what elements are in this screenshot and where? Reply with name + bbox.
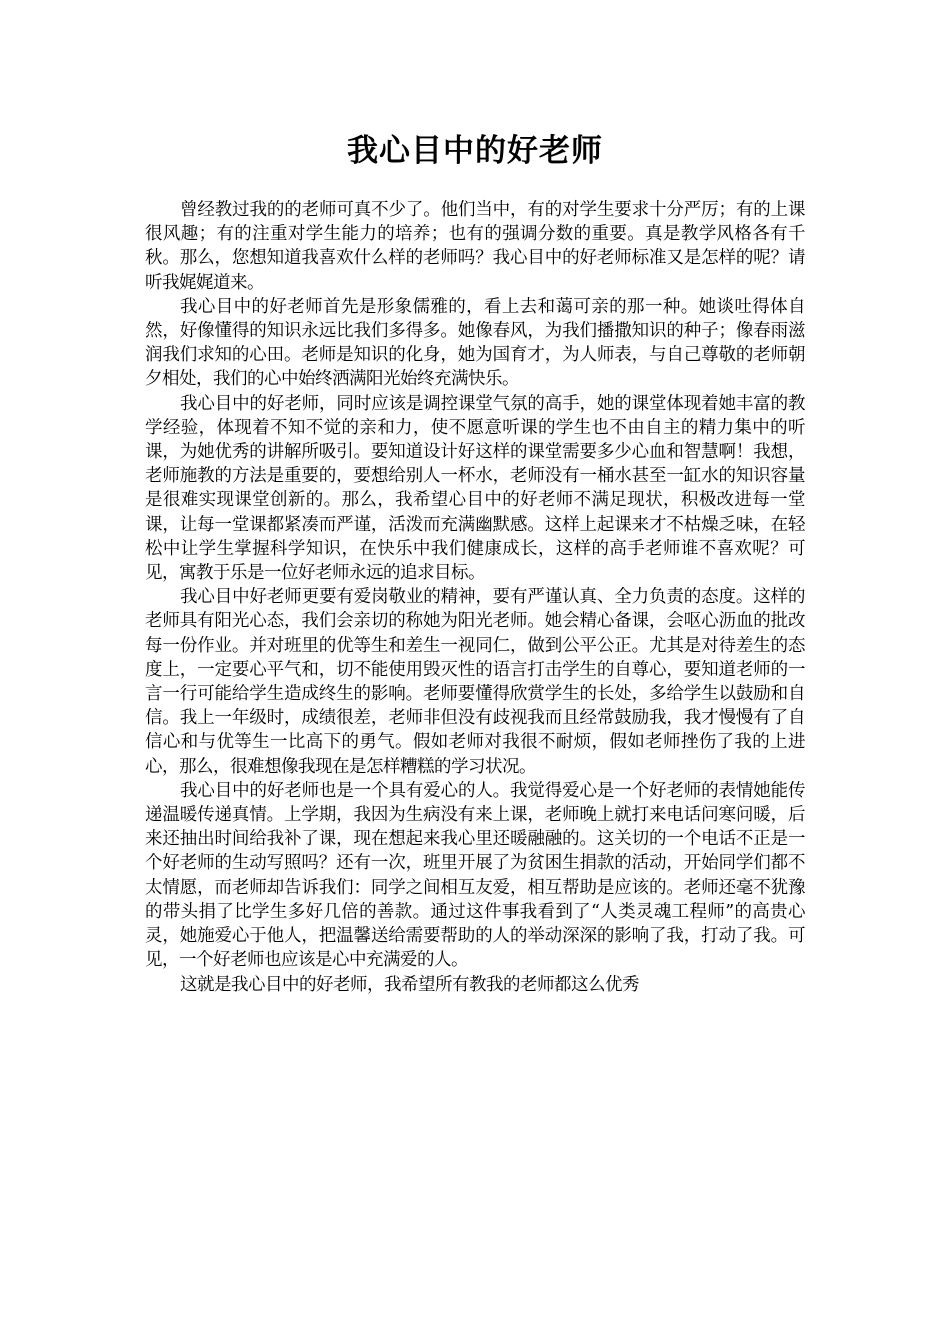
paragraph-conclusion: 这就是我心目中的好老师，我希望所有教我的老师都这么优秀 xyxy=(180,974,639,995)
paragraph-caring: 我心目中的好老师也是一个具有爱心的人。我觉得爱心是一个好老师的表情她能传递温暖传递真情。上学期，我因为生病没有来上课，老师晚上就打来电话问寒问暖，后来还抽出时间给我补了课，现在想起来我心里还暖融融的。这关切的一个电话不正是一个好老师的生动写照吗？还有一次，班里开展了为贫困生捐款的活动，开始同学们都不太情愿，而老师却告诉我们：同学之间相互友爱，相互帮助是应该的。老师还毫不犹豫的带头捐了比学生多好几倍的善款。通过这件事我看到了“人类灵魂工程师”的高贵心灵，她施爱心于他人，把温馨送给需要帮助的人的举动深深的影响了我，打动了我。可见，一个好老师也应该是心中充满爱的人。 xyxy=(145,780,805,971)
document-title: 我心目中的好老师 xyxy=(347,133,603,169)
paragraph-appearance: 我心目中的好老师首先是形象儒雅的，看上去和蔼可亲的那一种。她谈吐得体自然，好像懂得的知识永远比我们多得多。她像春风，为我们播撒知识的种子；像春雨滋润我们求知的心田。老师是知识的化身，她为国育才，为人师表，与自己尊敬的老师朝夕相处，我们的心中始终洒满阳光始终充满快乐。 xyxy=(145,296,805,390)
paragraph-dedication: 我心目中好老师更要有爱岗敬业的精神，要有严谨认真、全力负责的态度。这样的老师具有阳光心态，我们会亲切的称她为阳光老师。她会精心备课，会呕心沥血的批改每一份作业。并对班里的优等生和差生一视同仁，做到公平公正。尤其是对待差生的态度上，一定要心平气和，切不能使用毁灭性的语言打击学生的自尊心，要知道老师的一言一行可能给学生造成终生的影响。老师要懂得欣赏学生的长处，多给学生以鼓励和自信。我上一年级时，成绩很差，老师非但没有歧视我而且经常鼓励我，我才慢慢有了自信心和与优等生一比高下的勇气。假如老师对我很不耐烦，假如老师挫伤了我的上进心，那么，很难想像我现在是怎样糟糕的学习状况。 xyxy=(145,587,805,777)
document-body xyxy=(145,198,805,997)
paragraph-classroom: 我心目中的好老师，同时应该是调控课堂气氛的高手，她的课堂体现着她丰富的教学经验，体现着不知不觉的亲和力，使不愿意听课的学生也不由自主的精力集中的听课，为她优秀的讲解所吸引。要知道设计好这样的课堂需要多少心血和智慧啊！我想，老师施教的方法是重要的，要想给别人一杯水，老师没有一桶水甚至一缸水的知识容量是很难实现课堂创新的。那么，我希望心目中的好老师不满足现状，积极改进每一堂课，让每一堂课都紧凑而严谨，活泼而充满幽默感。这样上起课来才不枯燥乏味，在轻松中让学生掌握科学知识，在快乐中我们健康成长，这样的高手老师谁不喜欢呢？可见，寓教于乐是一位好老师永远的追求目标。 xyxy=(145,393,805,584)
paragraph-intro: 曾经教过我的的老师可真不少了。他们当中，有的对学生要求十分严厉；有的上课很风趣；有的注重对学生能力的培养；也有的强调分数的重要。真是教学风格各有千秋。那么，您想知道我喜欢什么样的老师吗？我心目中的好老师标准又是怎样的呢？请听我娓娓道来。 xyxy=(145,200,805,293)
